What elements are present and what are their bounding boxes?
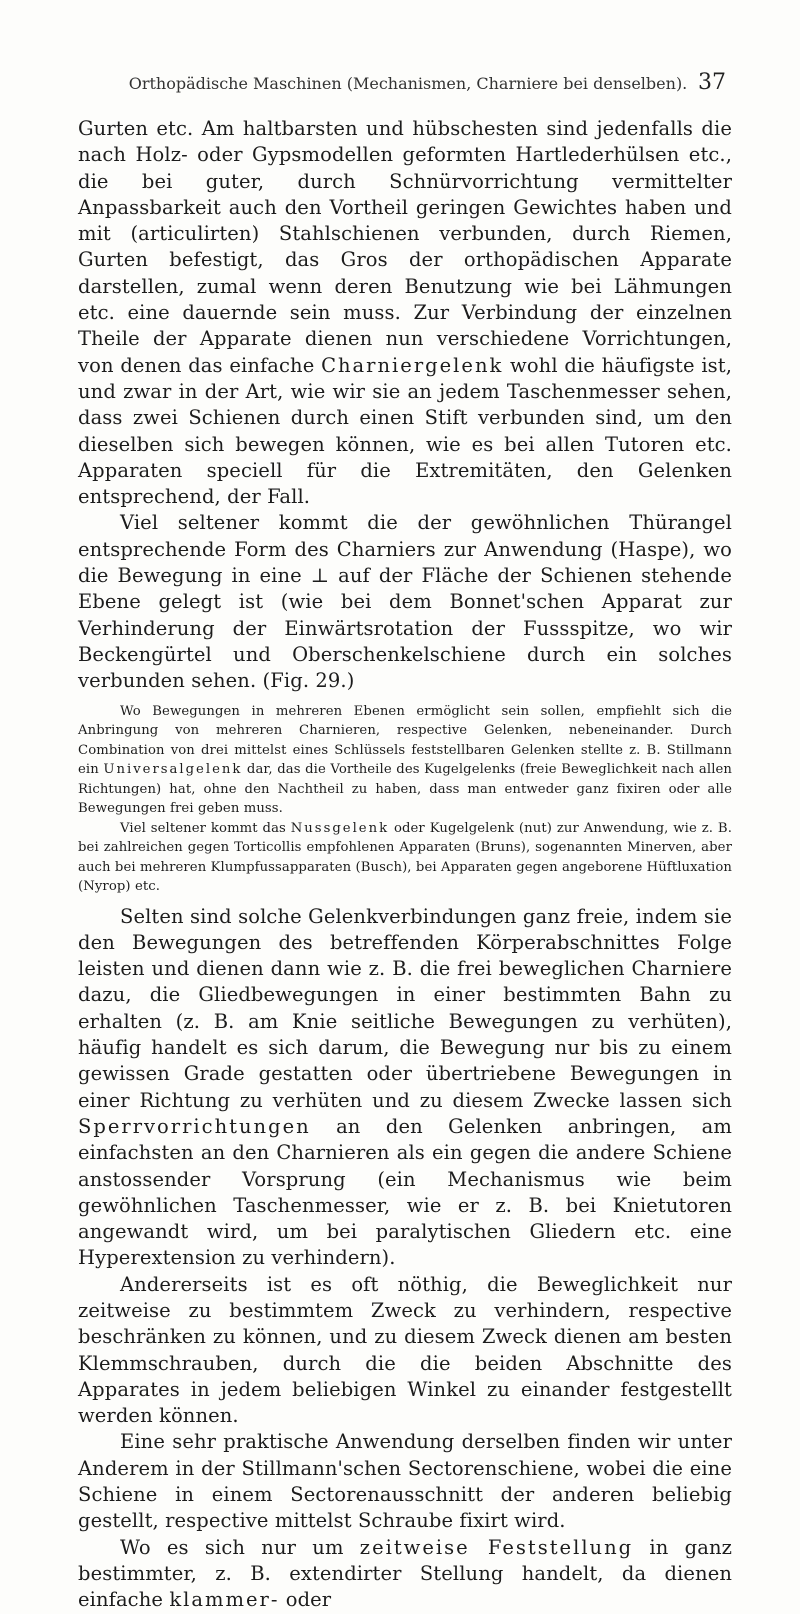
paragraph-5: Eine sehr praktische Anwendung derselben finden wir unter Anderem in der Stillmann'schen Sectorenschiene, wobei die eine Schiene in einem Sectorenausschnitt der anderen beliebig gestellt, respective mittelst Schraube fixirt wird. <box>78 1430 732 1533</box>
paragraph-6: Wo es sich nur um zeitweise Feststellung in ganz bestimmter, z. B. extendirter Stellung handelt, da dienen einfache klammer- oder <box>78 1535 732 1612</box>
small-paragraph-1: Wo Bewegungen in mehreren Ebenen ermöglicht sein sollen, empfiehlt sich die Anbringung von mehreren Charnieren, respective Gelenken, nebeneinander. Durch Combination von drei mittelst eines Schlüssels feststellbaren Gelenken stellte z. B. Stillmann ein Universalgelenk dar, das die Vortheile des Kugelgelenks (freie Beweglichkeit nach allen Richtungen) hat, ohne den Nachtheil zu haben, dass man entweder ganz fixiren oder alle Bewegungen frei geben muss. <box>78 703 733 817</box>
body-text <box>78 116 732 1614</box>
page-number: 37 <box>698 70 726 95</box>
running-head: Orthopädische Maschinen (Mechanismen, Charniere bei denselben). <box>128 74 688 93</box>
emphasis-zeitweise-feststellung: zeitweise Feststellung <box>359 1535 634 1559</box>
paragraph-2: Viel seltener kommt die der gewöhnlichen Thürangel entsprechende Form des Charniers zur Anwendung (Haspe), wo die Bewegung in eine ⊥ auf der Fläche der Schienen stehende Ebene gelegt ist (wie bei dem Bonnet'schen Apparat zur Verhinderung der Einwärtsrotation der Fussspitze, wo wir Beckengürtel und Oberschenkelschiene durch ein solches verbunden sehen. (Fig. 29.) <box>78 511 732 693</box>
page-header <box>90 70 726 110</box>
emphasis-klammer: klammer- <box>169 1588 280 1612</box>
paragraph-4: Andererseits ist es oft nöthig, die Beweglichkeit nur zeitweise zu bestimmtem Zweck zu verhindern, respective beschränken zu können, und zu diesem Zweck dienen am besten Klemmschrauben, durch die die beiden Abschnitte des Apparates in jedem beliebigen Winkel zu einander festgestellt werden können. <box>78 1272 732 1428</box>
emphasis-nussgelenk: Nussgelenk <box>290 820 390 836</box>
emphasis-sperrvorrichtungen: Sperrvorrichtungen <box>78 1114 311 1138</box>
small-paragraph-2: Viel seltener kommt das Nussgelenk oder Kugelgelenk (nut) zur Anwendung, wie z. B. bei zahlreichen gegen Torticollis empfohlenen Apparaten (Bruns), sogenannten Minerven, aber auch bei mehreren Klumpfussapparaten (Busch), bei Apparaten gegen angeborene Hüftluxation (Nyrop) etc. <box>78 820 732 895</box>
small-print-block <box>78 702 732 897</box>
paragraph-1: Gurten etc. Am haltbarsten und hübschesten sind jedenfalls die nach Holz- oder Gypsmodellen geformten Hartlederhülsen etc., die bei guter, durch Schnürvorrichtung vermittelter Anpassbarkeit auch den Vortheil geringen Gewichtes haben und mit (articulirten) Stahlschienen verbunden, durch Riemen, Gurten befestigt, das Gros der orthopädischen Apparate darstellen, zumal wenn deren Benutzung wie bei Lähmungen etc. eine dauernde sein muss. Zur Verbindung der einzelnen Theile der Apparate dienen nun verschiedene Vorrichtungen, von denen das einfache Charniergelenk wohl die häufigste ist, und zwar in der Art, wie wir sie an jedem Taschenmesser sehen, dass zwei Schienen durch einen Stift verbunden sind, um den dieselben sich bewegen können, wie es bei allen Tutoren etc. Apparaten speciell für die Extremitäten, den Gelenken entsprechend, der Fall. <box>78 117 732 509</box>
emphasis-universalgelenk: Universalgelenk <box>103 762 243 778</box>
paragraph-3: Selten sind solche Gelenkverbindungen ganz freie, indem sie den Bewegungen des betreffenden Körperabschnittes Folge leisten und dienen dann wie z. B. die frei beweglichen Charniere dazu, die Gliedbewegungen in einer bestimmten Bahn zu erhalten (z. B. am Knie seitliche Bewegungen zu verhüten), häufig handelt es sich darum, die Bewegung nur bis zu einem gewissen Grade gestatten oder übertriebene Bewegungen in einer Richtung zu verhüten und zu diesem Zwecke lassen sich Sperrvorrichtungen an den Gelenken anbringen, am einfachsten an den Charnieren als ein gegen die andere Schiene anstossender Vorsprung (ein Mechanismus wie beim gewöhnlichen Taschenmesser, wie er z. B. bei Knietutoren angewandt wird, um bei paralytischen Gliedern etc. eine Hyperextension zu verhindern). <box>78 904 732 1270</box>
emphasis-charniergelenk: Charniergelenk <box>321 353 504 377</box>
